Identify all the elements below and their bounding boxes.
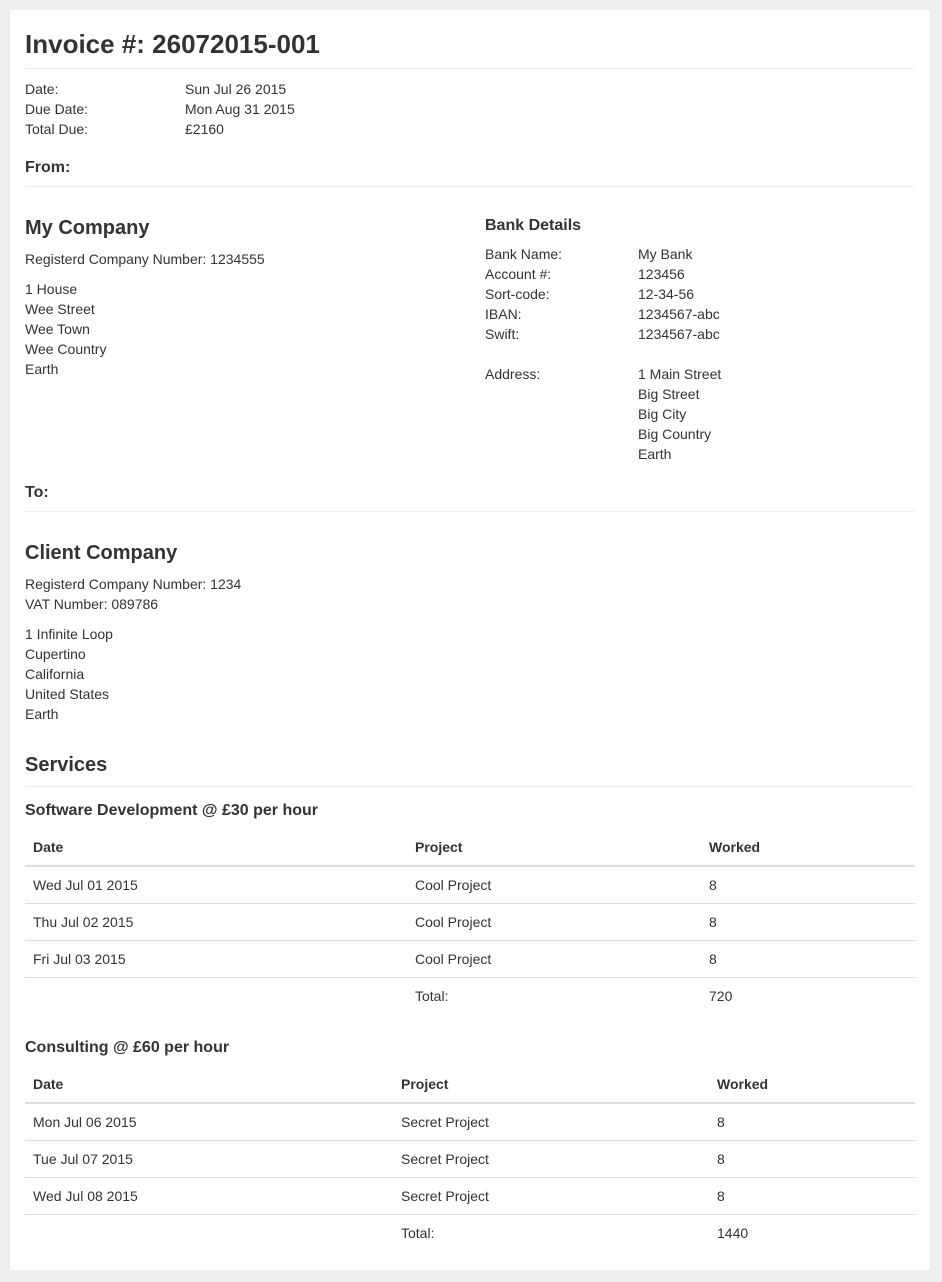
cell-project: Cool Project (407, 904, 701, 941)
bank-address-line: Big City (638, 406, 687, 422)
due-date-label: Due Date: (25, 101, 89, 117)
iban-label: IBAN: (485, 306, 522, 322)
column-header-worked: Worked (709, 1066, 915, 1103)
from-divider (25, 186, 915, 187)
date-label: Date: (25, 81, 59, 97)
total-value: 1440 (709, 1215, 915, 1252)
client-address-line: Earth (25, 706, 59, 722)
cell-empty (25, 978, 407, 1015)
cell-project: Secret Project (393, 1178, 709, 1215)
total-due-value: £2160 (185, 121, 224, 137)
table-row (25, 1178, 915, 1215)
service-table-caption: Consulting @ £60 per hour (25, 1039, 230, 1056)
cell-worked: 8 (709, 1103, 915, 1141)
cell-date: Wed Jul 08 2015 (25, 1178, 393, 1215)
client-company-name: Client Company (25, 542, 178, 564)
bank-details-title: Bank Details (485, 217, 582, 234)
column-header-worked: Worked (701, 829, 915, 866)
account-number-label: Account #: (485, 266, 552, 282)
total-label: Total: (407, 978, 701, 1015)
swift-value: 1234567-abc (638, 326, 720, 342)
total-label: Total: (393, 1215, 709, 1252)
account-number-value: 123456 (638, 266, 685, 282)
iban-value: 1234567-abc (638, 306, 720, 322)
table-row (25, 1141, 915, 1178)
total-value: 720 (701, 978, 915, 1015)
cell-worked: 8 (709, 1178, 915, 1215)
from-registration-number: Registerd Company Number: 1234555 (25, 251, 265, 267)
sort-code-label: Sort-code: (485, 286, 550, 302)
client-registration-number: Registerd Company Number: 1234 (25, 576, 242, 592)
invoice-title: Invoice #: 26072015-001 (25, 29, 320, 59)
due-date-value: Mon Aug 31 2015 (185, 101, 295, 117)
service-table-software-development (25, 829, 915, 1014)
to-label: To: (25, 484, 49, 501)
cell-date: Tue Jul 07 2015 (25, 1141, 393, 1178)
service-table-caption: Software Development @ £30 per hour (25, 802, 319, 819)
from-address-line: 1 House (25, 281, 78, 297)
bank-name-label: Bank Name: (485, 246, 563, 262)
cell-date: Fri Jul 03 2015 (25, 941, 407, 978)
services-title: Services (25, 754, 108, 776)
sort-code-value: 12-34-56 (638, 286, 695, 302)
from-address-line: Wee Country (25, 341, 107, 357)
from-address-line: Wee Town (25, 321, 90, 337)
bank-address-line: Earth (638, 446, 672, 462)
bank-address-line: 1 Main Street (638, 366, 722, 382)
date-value: Sun Jul 26 2015 (185, 81, 287, 97)
from-address-line: Wee Street (25, 301, 95, 317)
cell-worked: 8 (701, 866, 915, 904)
cell-project: Cool Project (407, 941, 701, 978)
cell-worked: 8 (701, 941, 915, 978)
bank-name-value: My Bank (638, 246, 693, 262)
cell-worked: 8 (701, 904, 915, 941)
cell-empty (25, 1215, 393, 1252)
invoice-page (10, 10, 930, 1270)
cell-worked: 8 (709, 1141, 915, 1178)
client-address-line: 1 Infinite Loop (25, 626, 113, 642)
bank-address-line: Big Country (638, 426, 712, 442)
table-total-row (25, 1215, 915, 1252)
cell-date: Wed Jul 01 2015 (25, 866, 407, 904)
from-company-name: My Company (25, 217, 150, 239)
bank-address-line: Big Street (638, 386, 700, 402)
service-table-consulting (25, 1066, 915, 1251)
swift-label: Swift: (485, 326, 520, 342)
table-header-row (25, 1066, 915, 1103)
column-header-project: Project (393, 1066, 709, 1103)
column-header-project: Project (407, 829, 701, 866)
cell-project: Cool Project (407, 866, 701, 904)
services-divider (25, 786, 915, 787)
column-header-date: Date (25, 829, 407, 866)
from-address-line: Earth (25, 361, 59, 377)
column-header-date: Date (25, 1066, 393, 1103)
table-row (25, 1103, 915, 1141)
total-due-label: Total Due: (25, 121, 89, 137)
client-vat-number: VAT Number: 089786 (25, 596, 159, 612)
title-divider (25, 68, 915, 69)
cell-date: Thu Jul 02 2015 (25, 904, 407, 941)
table-header-row (25, 829, 915, 866)
from-label: From: (25, 159, 71, 176)
client-address-line: United States (25, 686, 110, 702)
cell-date: Mon Jul 06 2015 (25, 1103, 393, 1141)
to-divider (25, 511, 915, 512)
table-total-row (25, 978, 915, 1015)
bank-address-label: Address: (485, 366, 541, 382)
cell-project: Secret Project (393, 1141, 709, 1178)
table-row (25, 941, 915, 978)
table-row (25, 866, 915, 904)
client-address-line: California (25, 666, 85, 682)
cell-project: Secret Project (393, 1103, 709, 1141)
client-address-line: Cupertino (25, 646, 86, 662)
table-row (25, 904, 915, 941)
